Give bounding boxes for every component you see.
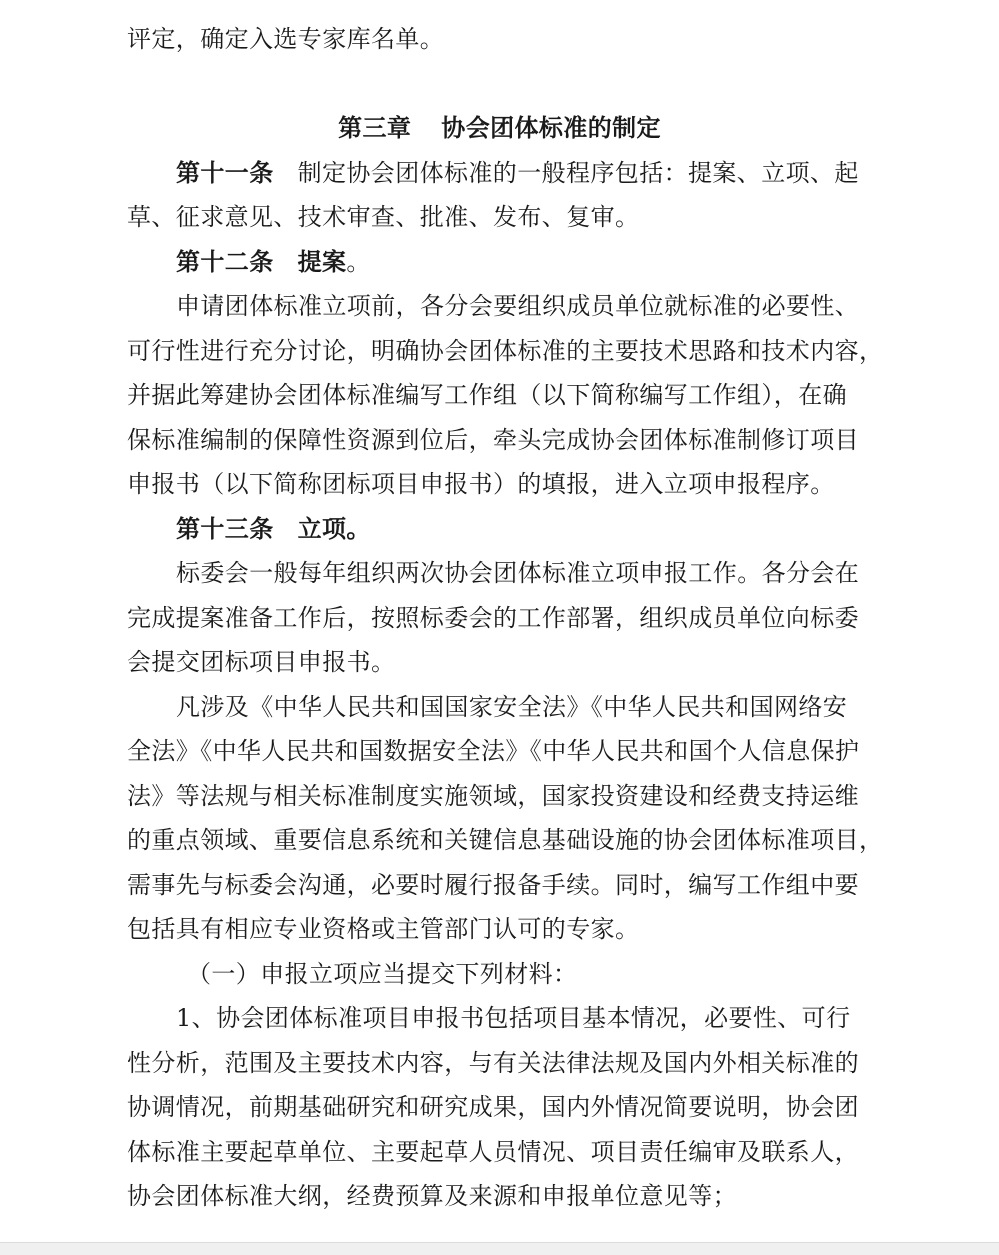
paragraph-continuation: 评定，确定入选专家库名单。 [127, 25, 445, 53]
article-13-para2-line: 需事先与标委会沟通，必要时履行报备手续。同时，编写工作组中要 [127, 870, 859, 899]
article-13-para1-line: 完成提案准备工作后，按照标委会的工作部署，组织成员单位向标委 [127, 603, 859, 632]
document-body [127, 17, 884, 1219]
article-13-heading: 第十三条 [176, 513, 274, 543]
article-13-para2-line: 的重点领域、重要信息系统和关键信息基础设施的协会团体标准项目， [127, 826, 884, 854]
article-12-subtitle-punct: 。 [346, 247, 371, 276]
article-12-line: 保标准编制的保障性资源到位后，牵头完成协会团体标准制修订项目 [127, 425, 859, 454]
blank-line [127, 62, 872, 107]
article-13-para1-line: 标委会一般每年组织两次协会团体标准立项申报工作。各分会在 [176, 559, 860, 587]
article-13-para2-line: 法》等法规与相关标准制度实施领域，国家投资建设和经费支持运维 [127, 781, 859, 810]
chapter-title: 协会团体标准的制定 [441, 113, 661, 142]
article-12-line: 申请团体标准立项前，各分会要组织成员单位就标准的必要性、 [176, 292, 860, 320]
article-13-para2-line: 全法》《中华人民共和国数据安全法》《中华人民共和国个人信息保护 [127, 737, 860, 765]
article-13-para2-line: 包括具有相应专业资格或主管部门认可的专家。 [127, 915, 640, 943]
item-1-line: 体标准主要起草单位、主要起草人员情况、项目责任编审及联系人， [127, 1137, 859, 1166]
article-11-heading: 第十一条 [176, 157, 274, 187]
article-13-para2-line: 凡涉及《中华人民共和国国家安全法》《中华人民共和国网络安 [176, 692, 848, 721]
article-12-heading-line [127, 240, 872, 285]
article-12-subtitle: 提案 [297, 246, 347, 276]
chapter-number: 第三章 [338, 113, 412, 142]
item-1-line: 1、协会团体标准项目申报书包括项目基本情况，必要性、可行 [176, 1004, 851, 1032]
item-heading: （一）申报立项应当提交下列材料： [187, 959, 578, 988]
chapter-heading [127, 106, 872, 151]
article-12-line: 申报书（以下简称团标项目申报书）的填报，进入立项申报程序。 [127, 470, 835, 498]
article-11-text: 制定协会团体标准的一般程序包括：提案、立项、起 [297, 158, 859, 187]
article-13-para1-line: 会提交团标项目申报书。 [127, 648, 396, 676]
article-11-line-2: 草、征求意见、技术审查、批准、发布、复审。 [127, 203, 640, 231]
page-bottom-edge [0, 1242, 999, 1255]
article-12-line: 并据此筹建协会团体标准编写工作组（以下简称编写工作组），在确 [127, 381, 847, 409]
item-1-line: 协会团体标准大纲，经费预算及来源和申报单位意见等； [127, 1182, 737, 1210]
article-12-line: 可行性进行充分讨论，明确协会团体标准的主要技术思路和技术内容， [127, 336, 884, 365]
article-12-heading: 第十二条 [176, 246, 274, 276]
article-13-heading-line [127, 507, 872, 552]
article-13-subtitle: 立项。 [297, 513, 371, 543]
item-1-line: 协调情况，前期基础研究和研究成果，国内外情况简要说明，协会团 [127, 1093, 859, 1121]
article-11-line-1 [127, 151, 872, 196]
item-1-line: 性分析，范围及主要技术内容，与有关法律法规及国内外相关标准的 [127, 1048, 859, 1077]
